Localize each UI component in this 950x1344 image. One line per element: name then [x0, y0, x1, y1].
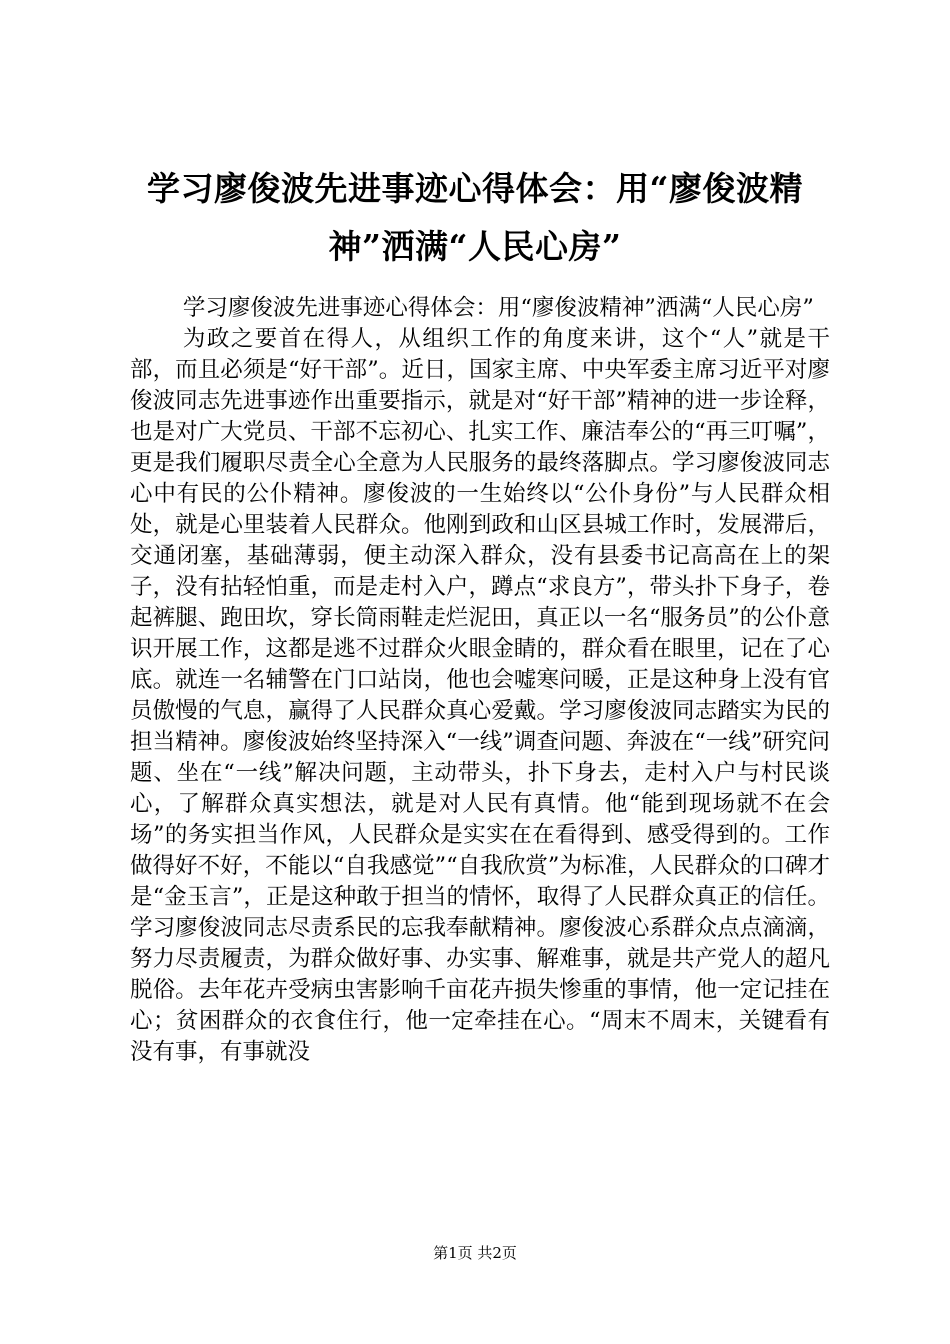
page-footer: 第1页 共2页	[433, 1244, 517, 1262]
document-title: 学习廖俊波先进事迹心得体会：用“廖俊波精神”洒满“人民心房”	[147, 169, 803, 266]
document-body	[130, 293, 830, 1068]
paragraph-main: 为政之要首在得人，从组织工作的角度来讲，这个“人”就是干部，而且必须是“好干部”。近日，国家主席、中央军委主席习近平对廖俊波同志先进事迹作出重要指示，就是对“好干部”精神的进一步诠释，也是对广大党员、干部不忘初心、扎实工作、廉洁奉公的“再三叮嘱”，更是我们履职尽责全心全意为人民服务的最终落脚点。学习廖俊波同志心中有民的公仆精神。廖俊波的一生始终以“公仆身份”与人民群众相处，就是心里装着人民群众。他刚到政和山区县城工作时，发展滞后，交通闭塞，基础薄弱，便主动深入群众，没有县委书记高高在上的架子，没有拈轻怕重，而是走村入户，蹲点“求良方”，带头扑下身子，卷起裤腿、跑田坎，穿长筒雨鞋走烂泥田，真正以一名“服务员”的公仆意识开展工作，这都是逃不过群众火眼金睛的，群众看在眼里，记在了心底。就连一名辅警在门口站岗，他也会嘘寒问暖，正是这种身上没有官员傲慢的气息，赢得了人民群众真心爱戴。学习廖俊波同志踏实为民的担当精神。廖俊波始终坚持深入“一线”调查问题、奔波在“一线”研究问题、坐在“一线”解决问题，主动带头，扑下身去，走村入户与村民谈心，了解群众真实想法，就是对人民有真情。他“能到现场就不在会场”的务实担当作风，人民群众是实实在在看得到、感受得到的。工作做得好不好，不能以“自我感觉”“自我欣赏”为标准，人民群众的口碑才是“金玉言”，正是这种敢于担当的情怀，取得了人民群众真正的信任。学习廖俊波同志尽责系民的忘我奉献精神。廖俊波心系群众点点滴滴，努力尽责履责，为群众做好事、办实事、解难事，就是共产党人的超凡脱俗。去年花卉受病虫害影响千亩花卉损失惨重的事情，他一定记挂在心；贫困群众的衣食住行，他一定牵挂在心。“周末不周末，关键看有没有事，有事就没	[130, 326, 830, 1065]
paragraph-subtitle: 学习廖俊波先进事迹心得体会：用“廖俊波精神”洒满“人民心房”	[182, 295, 814, 321]
